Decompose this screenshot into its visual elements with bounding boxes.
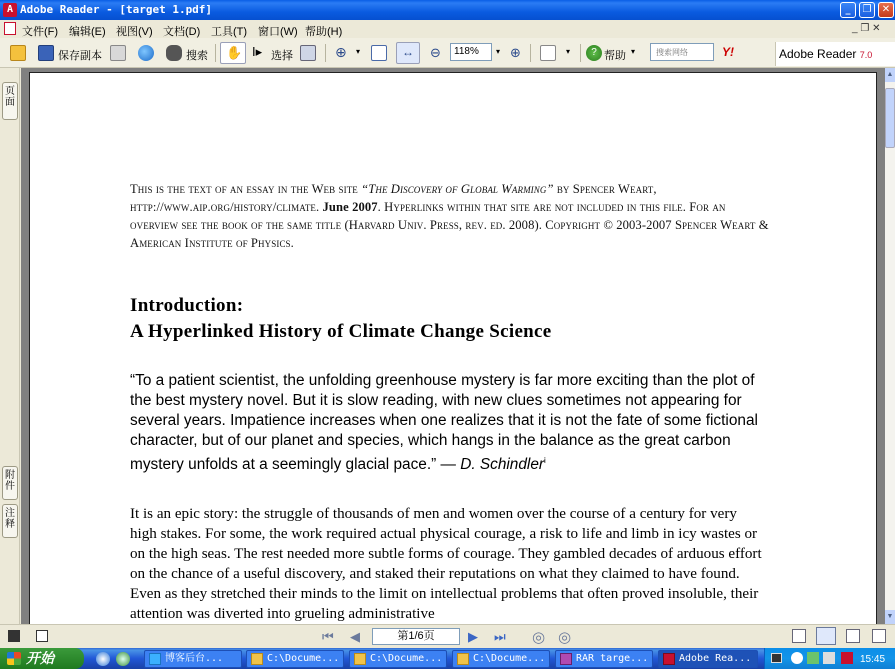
ie-icon[interactable] [96, 652, 110, 666]
facing-icon[interactable] [846, 629, 860, 643]
chevron-down-icon[interactable]: ▾ [631, 47, 636, 56]
go-forward-icon[interactable]: ◎ [558, 629, 572, 646]
toolbar-separator [215, 44, 216, 62]
binoculars-icon[interactable] [166, 45, 182, 61]
intro-heading: Introduction: [130, 295, 244, 316]
select-text-icon[interactable]: I▸ [252, 44, 263, 59]
task-button-adobe-reader[interactable] [658, 650, 758, 668]
next-page-icon[interactable]: ▶ [468, 629, 478, 644]
task-button-rar[interactable] [555, 650, 653, 668]
fit-width-button[interactable] [396, 42, 420, 64]
open-folder-icon[interactable] [10, 45, 26, 61]
hand-tool-button[interactable] [220, 42, 246, 64]
last-page-icon[interactable]: ⏭ [494, 629, 506, 644]
actual-size-icon[interactable] [371, 45, 387, 61]
document-icon[interactable] [4, 22, 16, 35]
help-label[interactable]: 帮助 [604, 50, 626, 62]
hand-icon: ✋ [226, 45, 243, 60]
snapshot-icon[interactable] [300, 45, 316, 61]
email-icon[interactable] [138, 45, 154, 61]
rar-icon [560, 653, 572, 665]
maximize-button[interactable]: ❐ [859, 2, 875, 18]
folder-icon [354, 653, 366, 665]
document-window-controls[interactable]: _ ❐ ✕ [852, 23, 881, 34]
menu-view[interactable]: 视图(V) [116, 26, 153, 38]
adobe-app-icon[interactable]: A [3, 3, 17, 17]
toolbar-separator [530, 44, 531, 62]
header-rest: . Hyperlinks within that site are not included in this file. For an overview see the book of the same title (Harvard Univ. Press, rev. ed. 2008). Copyright © 2003-2007 Spencer Weart & American Institute of Physics. [130, 200, 769, 250]
fit-width-icon: ↔ [402, 45, 414, 59]
brand-name: Adobe Reader [779, 47, 857, 61]
task-label: C:\Docume... [370, 653, 443, 664]
continuous-facing-icon[interactable] [872, 629, 886, 643]
start-button[interactable] [0, 648, 84, 669]
menu-tools[interactable]: 工具(T) [211, 26, 248, 38]
antivirus-icon[interactable] [841, 652, 853, 664]
page-layout-icon[interactable] [540, 45, 556, 61]
save-icon[interactable] [38, 45, 54, 61]
volume-icon[interactable] [823, 652, 835, 664]
desktop-icon[interactable] [116, 652, 130, 666]
task-label: C:\Docume... [267, 653, 340, 664]
zoom-out-icon[interactable]: ⊖ [430, 45, 441, 60]
previous-page-icon[interactable]: ◀ [350, 629, 360, 644]
adobe-reader-icon [663, 653, 675, 665]
network-icon[interactable] [791, 652, 803, 664]
quote-author: D. Schindler [460, 456, 545, 474]
first-page-icon[interactable]: ⏮ [322, 629, 334, 644]
zoom-input[interactable]: 118% [450, 43, 492, 61]
page-size-icon[interactable] [36, 630, 48, 642]
title-bar[interactable] [0, 0, 895, 20]
start-label: 开始 [26, 650, 54, 666]
close-button[interactable]: ✕ [878, 2, 894, 18]
folder-icon [251, 653, 263, 665]
folder-icon [457, 653, 469, 665]
task-button-blog[interactable] [144, 650, 242, 668]
header-date: June 2007 [322, 200, 378, 214]
task-label: C:\Docume... [473, 653, 546, 664]
navigation-panel [0, 68, 20, 624]
pdf-page[interactable] [29, 72, 877, 624]
task-label: 博客后台... [165, 653, 224, 664]
zoom-in-icon[interactable]: ⊕ [510, 45, 521, 60]
minimize-button[interactable]: _ [840, 2, 856, 18]
chevron-down-icon[interactable]: ▾ [566, 47, 571, 56]
tab-comments[interactable]: 注释 [2, 504, 18, 538]
keyboard-icon[interactable] [771, 653, 782, 663]
task-label: Adobe Rea... [679, 653, 752, 664]
toolbar-separator [325, 44, 326, 62]
toolbar [0, 38, 895, 68]
select-label[interactable]: 选择 [271, 50, 293, 62]
print-icon[interactable] [110, 45, 126, 61]
single-page-icon[interactable] [792, 629, 806, 643]
zoom-dropdown-icon[interactable]: ▾ [495, 47, 500, 56]
help-icon[interactable]: ? [586, 45, 602, 61]
continuous-icon[interactable] [816, 627, 836, 645]
scroll-down-icon[interactable]: ▼ [885, 610, 895, 624]
zoom-in-tool-icon[interactable]: ⊕ [335, 44, 347, 60]
search-web-input[interactable]: 搜索网络 [650, 43, 714, 61]
page-number-input[interactable]: 第1/6页 [372, 628, 460, 645]
yahoo-icon[interactable]: Y! [722, 45, 734, 59]
go-back-icon[interactable]: ◎ [532, 629, 546, 646]
menu-window[interactable]: 窗口(W) [258, 26, 298, 38]
quote-text: “To a patient scientist, the unfolding greenhouse mystery is far more exciting than the plot of the best mystery novel. But it is slow reading, with new clues sometimes not appearing for several years. Impatience increases when one realizes that it is not the fate of some fictional character, but of our planet and species, which hangs in the balance as the great carbon mystery unfolds at a seemingly glacial pace.” — [130, 372, 758, 474]
document-area[interactable] [21, 68, 885, 624]
menu-help[interactable]: 帮助(H) [305, 26, 343, 38]
epigraph-quote [130, 371, 766, 475]
search-label[interactable]: 搜索 [186, 50, 208, 62]
task-label: RAR targe... [576, 653, 649, 664]
menu-bar [0, 20, 895, 38]
menu-document[interactable]: 文档(D) [163, 26, 201, 38]
panel-toggle-icon[interactable] [8, 630, 20, 642]
tab-attachments[interactable]: 附件 [2, 466, 18, 500]
brand-version: 7.0 [859, 50, 873, 60]
adobe-reader-brand [775, 42, 895, 66]
task-button-folder-2[interactable] [349, 650, 447, 668]
header-author-url: by Spencer Weart, http://www.aip.org/history/climate. [130, 182, 657, 214]
essay-header [130, 180, 770, 252]
vertical-scrollbar[interactable] [885, 68, 895, 624]
body-paragraph: It is an epic story: the struggle of thousands of men and women over the course of a century for very high stakes. For some, the work required actual physical courage, a risk to life and limb in icy wastes or on the high seas. The rest needed more subtle forms of courage. They gambled decades of arduous effort on the chance of a useful discovery, and staked their reputations on what they claimed to have found. Even as they stretched their minds to the limit on intellectual problems that often proved insoluble, their attention was diverted into grueling administrative [130, 506, 762, 622]
browser-icon [149, 653, 161, 665]
windows-flag-icon [7, 652, 21, 665]
window-title: Adobe Reader - [target 1.pdf] [20, 3, 213, 16]
scroll-up-icon[interactable]: ▲ [885, 68, 895, 82]
menu-file[interactable]: 文件(F) [22, 26, 59, 38]
clock: 15:45 [860, 654, 886, 665]
header-intro: This is the text of an essay in the Web site [130, 182, 358, 196]
save-copy-label[interactable]: 保存副本 [58, 50, 102, 62]
scroll-thumb[interactable] [885, 88, 895, 148]
footnote-marker[interactable]: i [544, 456, 546, 465]
tab-pages[interactable]: 页面 [2, 82, 18, 120]
toolbar-separator [580, 44, 581, 62]
task-button-folder-1[interactable] [246, 650, 344, 668]
task-button-folder-3[interactable] [452, 650, 550, 668]
taskbar [0, 648, 895, 669]
security-icon[interactable] [807, 652, 819, 664]
chevron-down-icon[interactable]: ▾ [356, 47, 361, 56]
page-title: A Hyperlinked History of Climate Change Science [130, 321, 552, 342]
menu-edit[interactable]: 编辑(E) [69, 26, 106, 38]
header-site-title: “The Discovery of Global Warming” [361, 182, 554, 196]
